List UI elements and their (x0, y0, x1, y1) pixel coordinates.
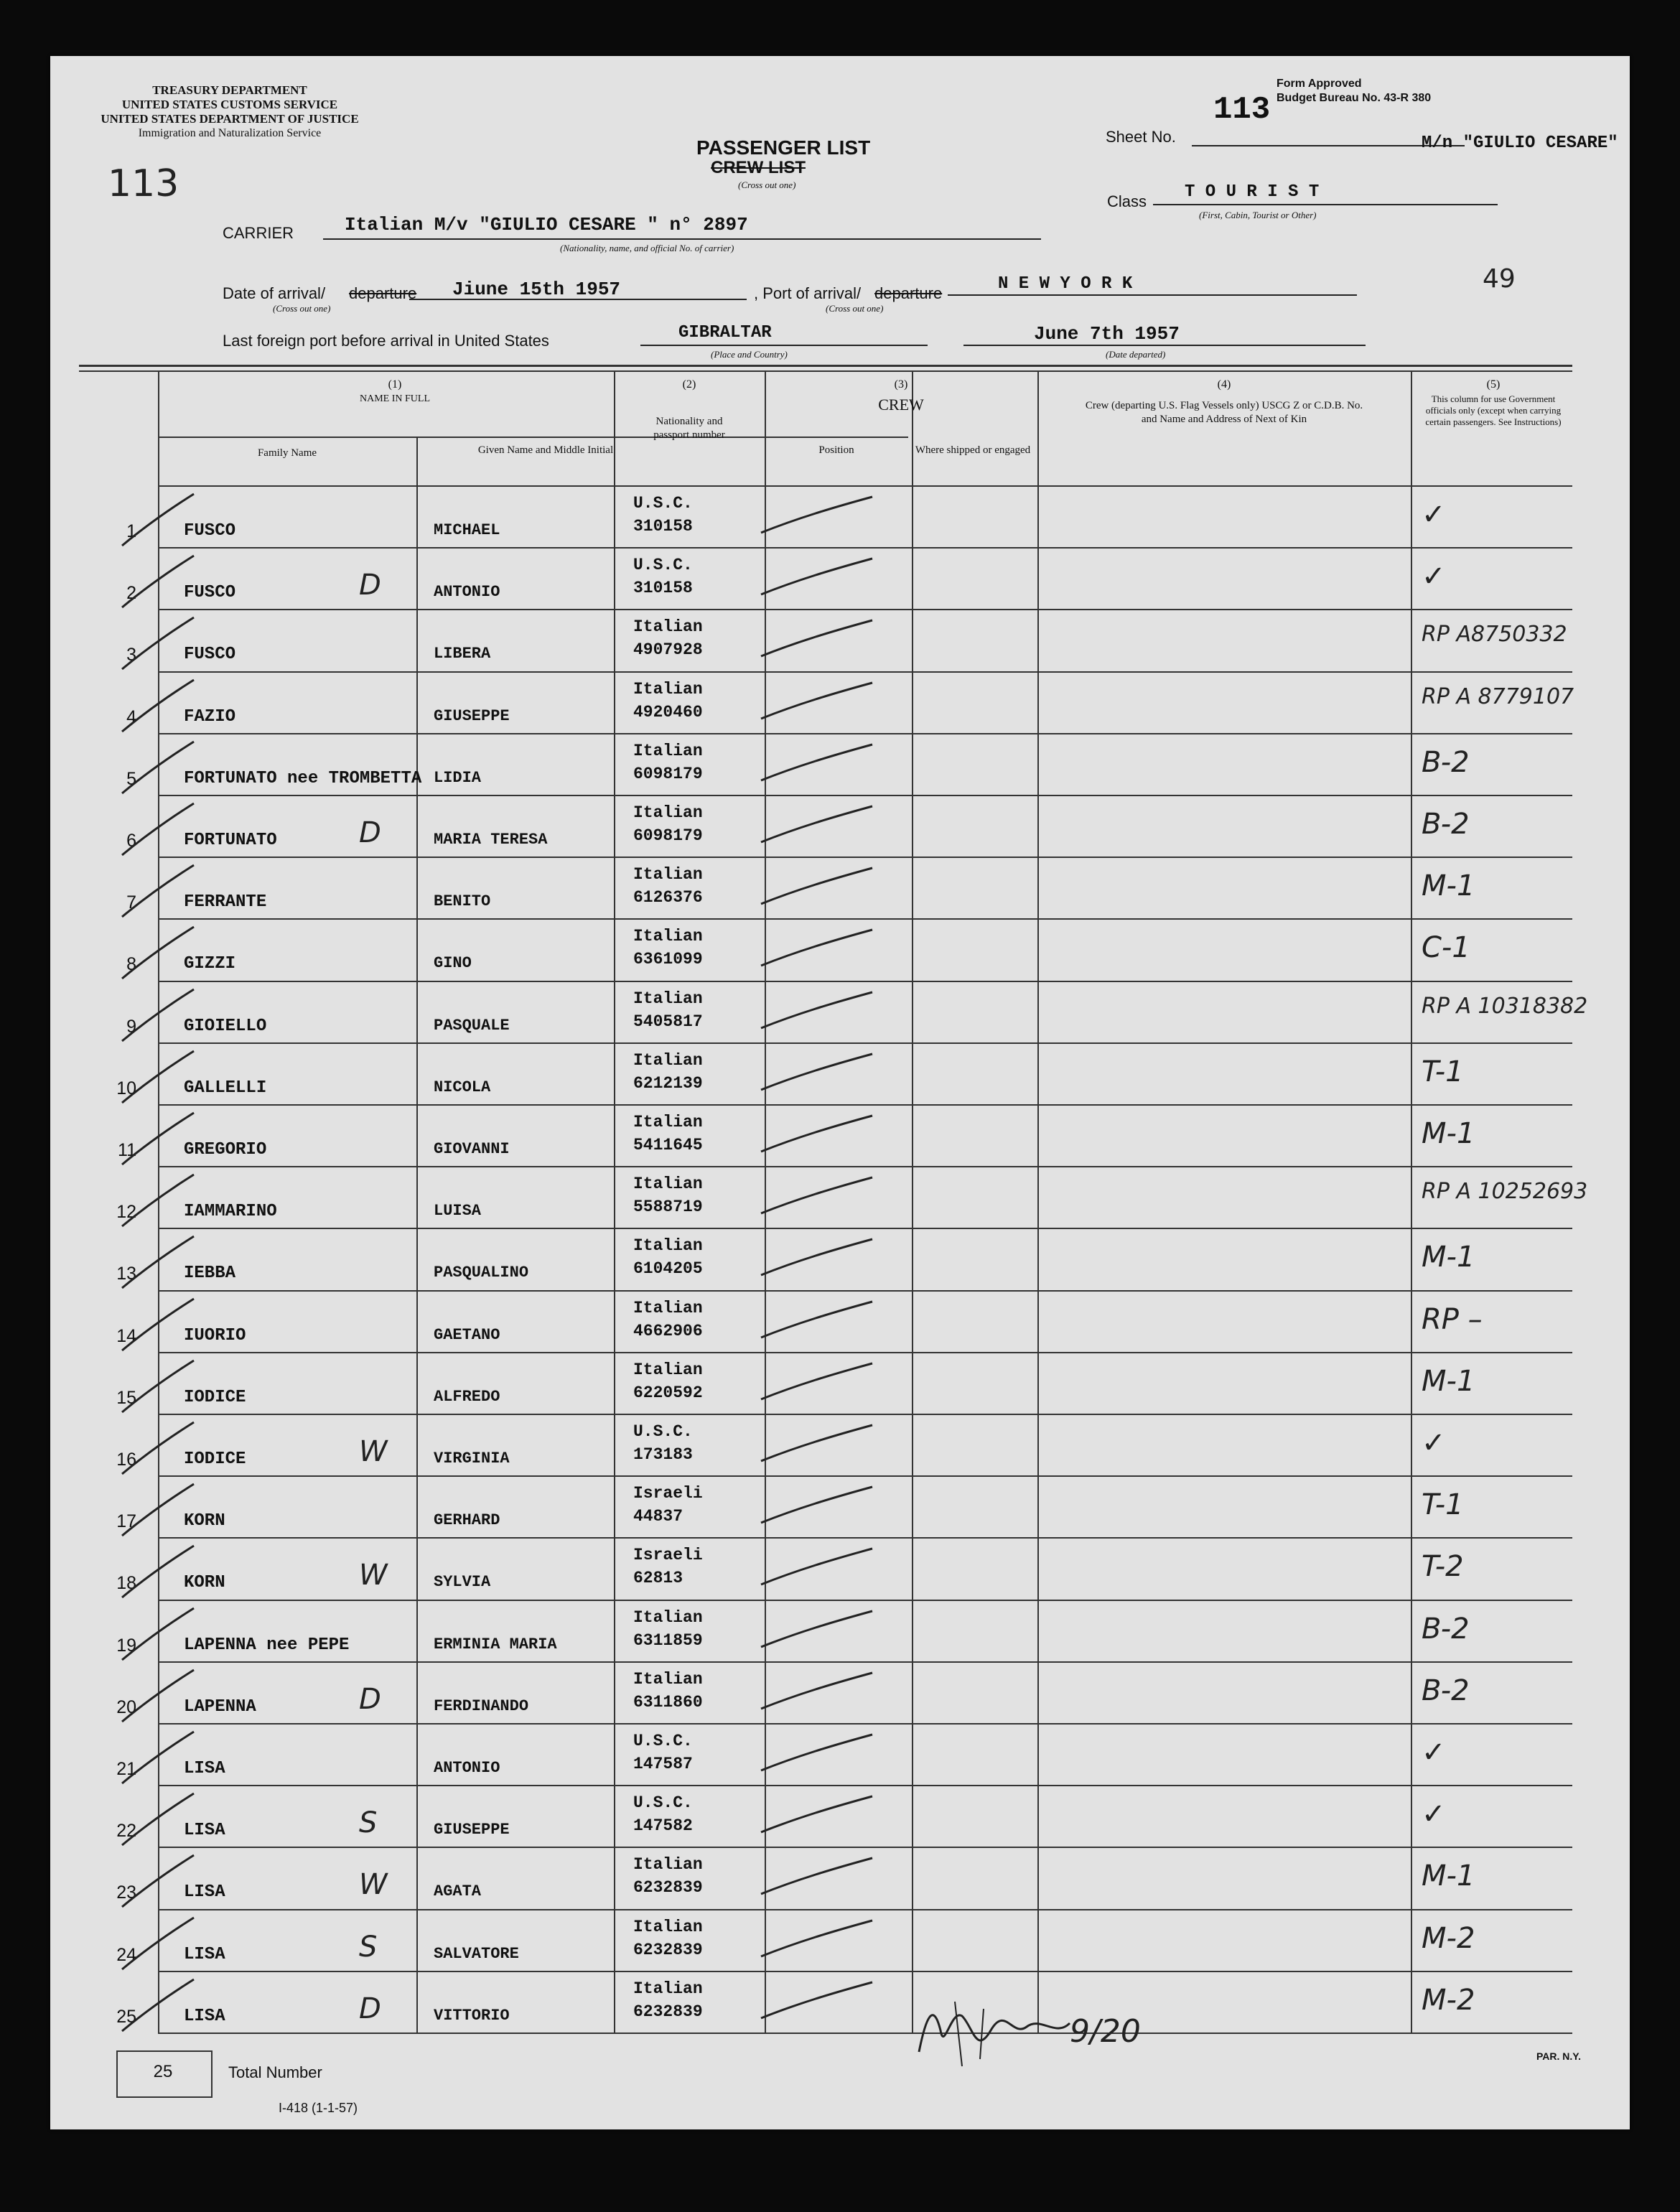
passport-number: 62813 (633, 1569, 683, 1588)
arrival-date-value: Jiune 15th 1957 (452, 279, 621, 300)
row-tick-mark (115, 984, 201, 1048)
official-remark: B-2 (1422, 808, 1470, 841)
col3-number: (3) (894, 378, 908, 391)
column-check-mark (754, 861, 883, 918)
row-number: 22 (116, 1821, 136, 1842)
official-remark: T-1 (1422, 1488, 1464, 1522)
family-name: GALLELLI (184, 1078, 267, 1098)
nationality: Italian (633, 679, 703, 699)
row-tick-mark (115, 736, 201, 801)
official-remark: ✓ (1422, 498, 1446, 531)
family-name: FORTUNATO nee TROMBETTA (184, 768, 422, 788)
row-number: 19 (116, 1635, 136, 1656)
passport-number: 310158 (633, 579, 693, 598)
family-name: LISA (184, 1882, 225, 1903)
row-tick-mark (115, 1974, 201, 2038)
official-remark: M-1 (1422, 1364, 1475, 1398)
col-given-name: Given Name and Middle Initial (477, 444, 614, 456)
column-check-mark (754, 613, 883, 671)
row-number: 3 (126, 645, 136, 666)
family-name: IUORIO (184, 1325, 246, 1345)
manifest-sheet (50, 56, 1630, 2129)
column-check-mark (754, 551, 883, 609)
col2-title: Nationality and passport number (653, 416, 725, 441)
relation-mark: W (359, 1435, 388, 1468)
row-number: 11 (118, 1140, 136, 1160)
row-number: 10 (116, 1078, 136, 1098)
row-tick-mark (115, 1849, 201, 1914)
column-check-mark (754, 1727, 883, 1785)
column-check-mark (754, 1975, 883, 2033)
class-label: Class (1107, 192, 1147, 210)
col-position: Position (818, 444, 854, 456)
total-number-value: 25 (153, 2062, 173, 2081)
passport-number: 5588719 (633, 1198, 703, 1217)
row-number: 8 (126, 954, 136, 975)
family-name: KORN (184, 1573, 225, 1593)
given-name: GAETANO (434, 1325, 500, 1344)
row-number: 7 (126, 892, 136, 913)
passport-number: 4662906 (633, 1321, 703, 1340)
passport-number: 6098179 (633, 764, 703, 783)
official-remark: B-2 (1422, 1674, 1470, 1707)
nationality: U.S.C. (633, 1422, 693, 1441)
nationality: Italian (633, 1855, 703, 1875)
official-remark: RP – (1422, 1302, 1483, 1336)
column-check-mark (754, 1047, 883, 1104)
row-number: 14 (116, 1325, 136, 1346)
column-check-mark (754, 1604, 883, 1661)
title-passenger-list: PASSENGER LIST (696, 136, 871, 159)
last-port-note: (Place and Country) (711, 349, 788, 360)
official-remark: M-1 (1422, 1241, 1475, 1274)
departed-note: (Date departed) (1106, 349, 1166, 360)
row-number: 5 (126, 768, 136, 789)
passport-number: 4920460 (633, 702, 703, 722)
column-check-mark (754, 1109, 883, 1166)
nationality: Italian (633, 865, 703, 885)
passport-number: 6126376 (633, 888, 703, 907)
column-check-mark (754, 1356, 883, 1414)
official-remark: M-1 (1422, 1859, 1475, 1893)
departure-struck: departure (349, 284, 417, 302)
row-tick-mark (115, 921, 201, 986)
row-tick-mark (115, 859, 201, 924)
official-remark: T-2 (1422, 1550, 1464, 1584)
row-number: 4 (126, 706, 136, 727)
column-check-mark (754, 1170, 883, 1228)
passport-number: 6220592 (633, 1383, 703, 1402)
nationality: Italian (633, 1979, 703, 1998)
given-name: SYLVIA (434, 1573, 491, 1592)
family-name: IODICE (184, 1387, 246, 1407)
passport-number: 6311860 (633, 1692, 703, 1712)
handwritten-page-number: 113 (108, 162, 179, 205)
relation-mark: D (359, 569, 381, 602)
row-number: 17 (116, 1511, 136, 1532)
official-remark: ✓ (1422, 1798, 1446, 1831)
column-check-mark (754, 799, 883, 857)
given-name: ANTONIO (434, 1759, 500, 1777)
nationality: Italian (633, 617, 703, 637)
family-name: FAZIO (184, 706, 236, 727)
passport-number: 6311859 (633, 1630, 703, 1650)
official-remark: RP A 8779107 (1422, 683, 1574, 709)
row-tick-mark (115, 1231, 201, 1295)
family-name: LISA (184, 1759, 225, 1778)
col4-number: (4) (1217, 378, 1231, 391)
passport-number: 6212139 (633, 1073, 703, 1093)
row-tick-mark (115, 798, 201, 862)
passport-number: 4907928 (633, 640, 703, 660)
nationality: U.S.C. (633, 556, 693, 575)
passport-number: 147587 (633, 1755, 693, 1773)
given-name: ALFREDO (434, 1387, 500, 1406)
row-number: 2 (126, 583, 136, 604)
col1-title: NAME IN FULL (360, 393, 430, 404)
given-name: GINO (434, 954, 472, 973)
given-name: VITTORIO (434, 2006, 510, 2025)
row-number: 6 (126, 831, 136, 851)
col2-number: (2) (682, 378, 696, 391)
column-check-mark (754, 490, 883, 547)
given-name: VIRGINIA (434, 1450, 510, 1467)
row-number: 25 (116, 2006, 136, 2027)
column-check-mark (754, 1294, 883, 1352)
family-name: FORTUNATO (184, 831, 277, 850)
passport-number: 5405817 (633, 1012, 703, 1031)
passport-number: 310158 (633, 517, 693, 536)
family-name: FUSCO (184, 583, 236, 603)
given-name: LUISA (434, 1202, 482, 1221)
official-remark: M-1 (1422, 1117, 1475, 1150)
nationality: Israeli (633, 1484, 703, 1503)
column-check-mark (754, 1418, 883, 1475)
nationality: Italian (633, 1607, 703, 1627)
family-name: LISA (184, 1821, 225, 1841)
nationality: U.S.C. (633, 1732, 693, 1750)
col-where-shipped: Where shipped or engaged (915, 444, 1031, 456)
family-name: FUSCO (184, 645, 236, 665)
agency-block (79, 83, 381, 141)
title-crew-list: CREW LIST (711, 158, 806, 177)
nationality: Italian (633, 1236, 703, 1256)
given-name: BENITO (434, 892, 491, 911)
passport-number: 44837 (633, 1507, 683, 1526)
row-tick-mark (115, 612, 201, 676)
row-tick-mark (115, 1664, 201, 1729)
row-tick-mark (115, 1912, 201, 1977)
given-name: ERMINIA MARIA (434, 1635, 557, 1653)
official-remark: RP A 10252693 (1422, 1179, 1588, 1205)
arrival-port-value: N E W Y O R K (998, 274, 1133, 294)
col1-number: (1) (388, 378, 402, 391)
column-check-mark (754, 1541, 883, 1599)
column-check-mark (754, 985, 883, 1042)
class-note: (First, Cabin, Tourist or Other) (1199, 210, 1317, 220)
family-name: IODICE (184, 1450, 246, 1469)
given-name: GERHARD (434, 1511, 500, 1530)
relation-mark: D (359, 1682, 381, 1716)
passport-number: 6361099 (633, 950, 703, 969)
column-check-mark (754, 1666, 883, 1723)
budget-bureau: Budget Bureau No. 43-R 380 (1277, 92, 1432, 104)
nationality: Italian (633, 1113, 703, 1131)
row-tick-mark (115, 1788, 201, 1852)
row-tick-mark (115, 1726, 201, 1791)
sheet-number: 113 (1213, 92, 1271, 128)
column-check-mark (754, 1913, 883, 1971)
given-name: NICOLA (434, 1078, 491, 1096)
column-check-mark (754, 737, 883, 795)
cross-note-port: (Cross out one) (826, 303, 884, 314)
row-number: 23 (116, 1882, 136, 1903)
row-number: 16 (116, 1450, 136, 1470)
row-number: 18 (116, 1573, 136, 1594)
carrier-value: Italian M/v "GIULIO CESARE " n° 2897 (345, 214, 748, 235)
carrier-note: (Nationality, name, and official No. of carrier) (560, 243, 734, 253)
column-check-mark (754, 1851, 883, 1908)
family-name: FUSCO (184, 521, 236, 541)
row-tick-mark (115, 1540, 201, 1605)
col-family-name: Family Name (257, 447, 317, 459)
nationality: Italian (633, 1917, 703, 1936)
nationality: Italian (633, 927, 703, 946)
family-name: IEBBA (184, 1264, 236, 1284)
family-name: FERRANTE (184, 892, 267, 913)
passport-number: 5411645 (633, 1136, 703, 1154)
family-name: LISA (184, 2006, 225, 2026)
row-tick-mark (115, 1602, 201, 1667)
passport-number: 173183 (633, 1445, 693, 1464)
given-name: MARIA TERESA (434, 831, 548, 849)
passport-number: 6098179 (633, 826, 703, 845)
official-remark: ✓ (1422, 560, 1446, 594)
official-remark: ✓ (1422, 1736, 1446, 1769)
nationality: Italian (633, 803, 703, 822)
family-name: LAPENNA nee PEPE (184, 1635, 350, 1655)
passport-number: 6232839 (633, 1878, 703, 1898)
agency-line: TREASURY DEPARTMENT (152, 83, 307, 97)
row-tick-mark (115, 1045, 201, 1110)
relation-mark: D (359, 1992, 381, 2025)
given-name: MICHAEL (434, 521, 500, 539)
row-number: 21 (116, 1759, 136, 1779)
carrier-label: CARRIER (223, 224, 294, 242)
agency-line: UNITED STATES CUSTOMS SERVICE (121, 98, 338, 111)
given-name: LIBERA (434, 645, 491, 663)
official-remark: M-2 (1422, 1983, 1475, 2017)
row-number: 24 (116, 1944, 136, 1965)
given-name: FERDINANDO (434, 1697, 529, 1715)
passport-number: 6232839 (633, 2002, 703, 2021)
row-number: 12 (116, 1202, 136, 1223)
nationality: Italian (633, 989, 703, 1008)
row-number: 9 (126, 1016, 136, 1037)
inspector-signature (912, 1987, 1098, 2073)
row-tick-mark (115, 1107, 201, 1172)
row-tick-mark (115, 1478, 201, 1543)
nationality: Italian (633, 1050, 703, 1070)
relation-mark: W (359, 1559, 388, 1592)
official-remark: M-2 (1422, 1921, 1475, 1955)
official-remark: C-1 (1422, 931, 1470, 965)
agency-line: Immigration and Naturalization Service (138, 127, 322, 139)
given-name: PASQUALINO (434, 1264, 529, 1282)
col5-number: (5) (1486, 378, 1501, 391)
class-value: T O U R I S T (1185, 182, 1320, 202)
row-number: 20 (116, 1697, 136, 1717)
row-tick-mark (115, 1169, 201, 1233)
row-number: 13 (116, 1264, 136, 1284)
nationality: Italian (633, 1669, 703, 1689)
printer-mark: PAR. N.Y. (1536, 2050, 1581, 2062)
given-name: GIOVANNI (434, 1140, 510, 1158)
form-approved: Form Approved (1277, 78, 1362, 90)
departure-port-struck: departure (874, 284, 943, 302)
nationality: U.S.C. (633, 494, 693, 513)
passport-number: 6232839 (633, 1940, 703, 1959)
relation-mark: D (359, 816, 381, 849)
column-check-mark (754, 1232, 883, 1289)
passport-number: 147582 (633, 1816, 693, 1836)
family-name: LISA (184, 1944, 225, 1964)
inspector-signature-date: 9/20 (1070, 2013, 1141, 2050)
row-number: 15 (116, 1387, 136, 1408)
last-port-label: Last foreign port before arrival in United States (223, 332, 549, 350)
given-name: LIDIA (434, 768, 482, 787)
column-check-mark (754, 676, 883, 733)
given-name: GIUSEPPE (434, 1821, 510, 1839)
passport-number: 6104205 (633, 1259, 703, 1279)
departed-date-value: June 7th 1957 (1034, 323, 1180, 345)
last-port-value: GIBRALTAR (678, 323, 772, 342)
family-name: IAMMARINO (184, 1202, 277, 1222)
total-number-label: Total Number (228, 2063, 322, 2081)
column-check-mark (754, 923, 883, 980)
cross-out-note: (Cross out one) (738, 179, 796, 190)
col4-title: Crew (departing U.S. Flag Vessels only) USCG Z or C.D.B. No. and Name and Address of Next of Kin (1085, 400, 1363, 425)
given-name: GIUSEPPE (434, 706, 510, 725)
official-remark: T-1 (1422, 1055, 1464, 1088)
official-remark: ✓ (1422, 1427, 1446, 1460)
col3-title: CREW (878, 396, 924, 414)
agency-line: UNITED STATES DEPARTMENT OF JUSTICE (101, 112, 359, 126)
form-number: I-418 (1-1-57) (279, 2101, 358, 2115)
nationality: U.S.C. (633, 1793, 693, 1813)
vessel-name-top: M/n "GIULIO CESARE" (1422, 134, 1618, 153)
given-name: SALVATORE (434, 1944, 519, 1963)
nationality: Italian (633, 741, 703, 760)
column-check-mark (754, 1789, 883, 1847)
handwritten-49: 49 (1483, 264, 1516, 294)
row-tick-mark (115, 674, 201, 739)
given-name: AGATA (434, 1882, 482, 1901)
given-name: ANTONIO (434, 583, 500, 602)
family-name: LAPENNA (184, 1697, 256, 1717)
row-tick-mark (115, 1293, 201, 1358)
column-check-mark (754, 1480, 883, 1537)
row-number: 1 (126, 521, 136, 541)
sheet-label: Sheet No. (1106, 128, 1176, 146)
cross-note-date: (Cross out one) (273, 303, 331, 314)
relation-mark: S (359, 1806, 378, 1840)
given-name: PASQUALE (434, 1016, 510, 1035)
official-remark: RP A 10318382 (1422, 993, 1588, 1019)
relation-mark: W (359, 1868, 388, 1902)
relation-mark: S (359, 1930, 378, 1964)
family-name: KORN (184, 1511, 225, 1531)
family-name: GIZZI (184, 954, 236, 974)
nationality: Italian (633, 1175, 703, 1194)
official-remark: M-1 (1422, 869, 1475, 903)
col5-title: This column for use Government officials only (except when carrying certain passengers. See Instructions) (1425, 393, 1562, 427)
official-remark: B-2 (1422, 745, 1470, 779)
nationality: Italian (633, 1360, 703, 1379)
arrival-date-label: Date of arrival/ (223, 284, 326, 302)
family-name: GIOIELLO (184, 1016, 267, 1036)
official-remark: RP A8750332 (1422, 622, 1567, 648)
row-tick-mark (115, 550, 201, 615)
arrival-port-label: , Port of arrival/ (754, 284, 862, 302)
row-tick-mark (115, 1417, 201, 1481)
family-name: GREGORIO (184, 1140, 267, 1159)
nationality: Italian (633, 1298, 703, 1317)
row-tick-mark (115, 488, 201, 553)
nationality: Israeli (633, 1546, 703, 1565)
row-tick-mark (115, 1355, 201, 1419)
official-remark: B-2 (1422, 1612, 1470, 1646)
